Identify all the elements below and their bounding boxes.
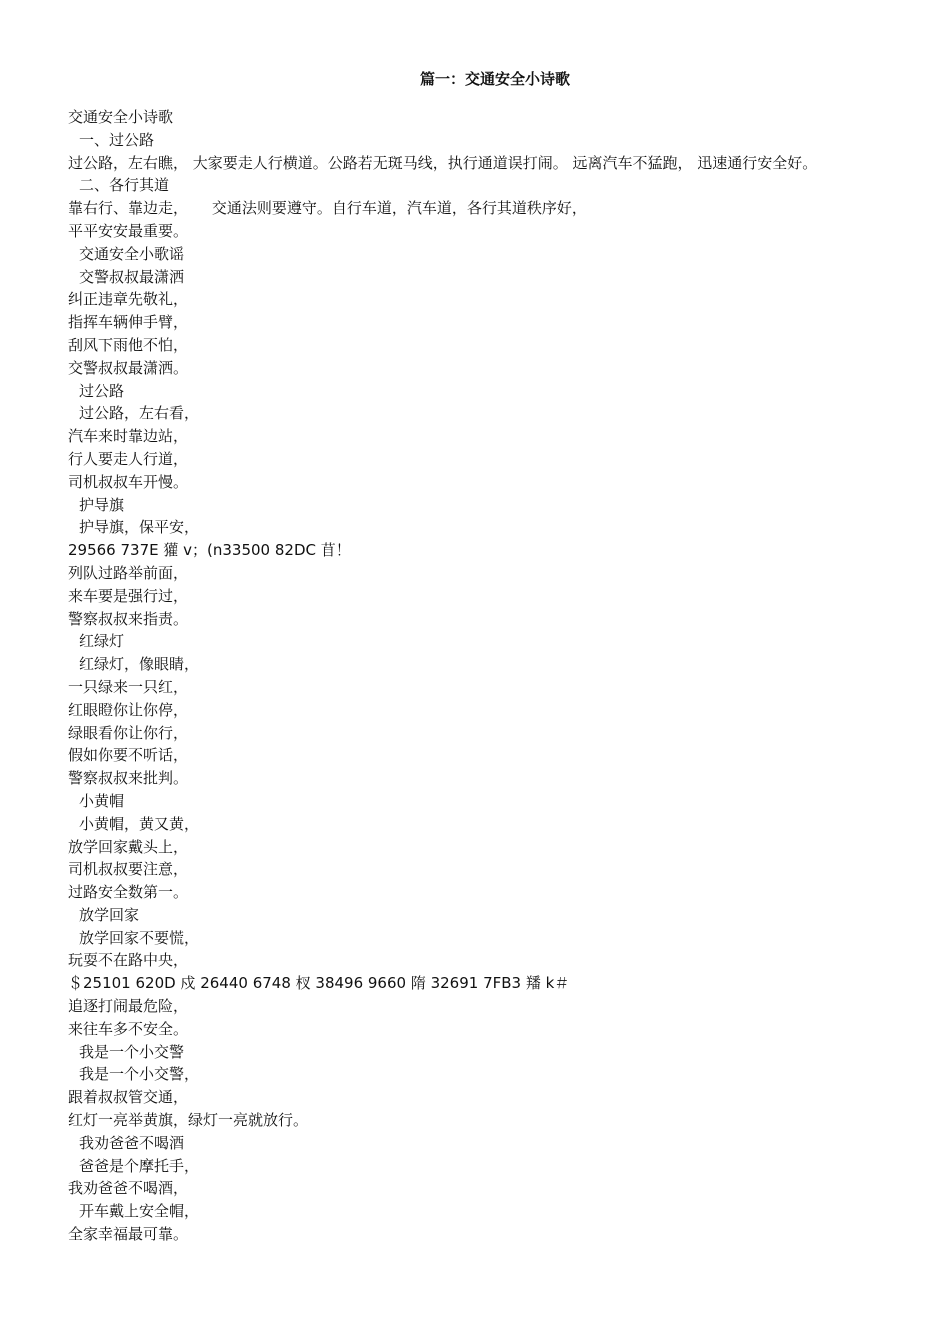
text-line: 放学回家不要慌， [79,928,200,947]
text-line: 红灯一亮举黄旗，绿灯一亮就放行。 [68,1111,309,1130]
text-line: 放学回家戴头上， [68,837,189,856]
text-line: 警察叔叔来指责。 [68,609,189,628]
text-line: 交警叔叔最潇洒。 [68,358,189,377]
text-line: 小黄帽 [79,791,125,810]
text-line: 绿眼看你让你行， [68,723,189,742]
text-line: 小黄帽，黄又黄， [79,814,200,833]
text-line: 过路安全数第一。 [68,883,189,902]
text-line: 纠正违章先敬礼， [68,290,189,309]
text-line: 放学回家 [79,905,140,924]
text-line: 假如你要不听话， [68,746,189,765]
text-line: 交警叔叔最潇洒 [79,267,185,286]
text-line: 护导旗，保平安， [79,518,200,537]
text-line: 警察叔叔来批判。 [68,769,189,788]
text-line: 汽车来时靠边站， [68,427,189,446]
text-line: 红绿灯 [79,632,125,651]
text-line: 我劝爸爸不喝酒， [68,1179,189,1198]
text-line: 跟着叔叔管交通， [68,1088,189,1107]
text-line: 爸爸是个摩托手， [79,1156,200,1175]
text-line: 开车戴上安全帽， [79,1202,200,1221]
text-line: 过公路，左右看， [79,404,200,423]
text-line: 我是一个小交警 [79,1042,185,1061]
text-line: 交通安全小诗歌 [68,108,174,126]
text-line: 一只绿来一只红， [68,677,189,696]
text-line: 指挥车辆伸手臂， [68,313,189,332]
text-line: 平平安安最重要。 [68,221,189,240]
text-line: 来往车多不安全。 [68,1019,189,1038]
text-line: 过公路，左右瞧， 大家要走人行横道。公路若无斑马线，执行通道误打闹。 远离汽车不猛跑， 迅速通行安全好。 [68,153,818,172]
text-line: 二、各行其道 [79,176,170,195]
text-line: 一、过公路 [79,130,155,149]
text-line: 追逐打闹最危险， [68,997,189,1016]
text-line: 过公路 [79,381,125,400]
text-line: 红眼瞪你让你停， [68,700,189,719]
text-line: 全家幸福最可靠。 [68,1225,189,1244]
text-line: 行人要走人行道， [68,449,189,468]
text-line: 红绿灯，像眼睛， [79,655,200,674]
text-line: 靠右行、靠边走， 交通法则要遵守。自行车道，汽车道，各行其道秩序好， [68,199,587,218]
text-line: 我是一个小交警， [79,1065,200,1084]
document-title: 篇一：交通安全小诗歌 [419,70,570,88]
text-line: 29566 737E 獾 v；(n33500 82DC 苜！ [68,541,351,560]
text-line: 交通安全小歌谣 [79,244,185,263]
text-line: ＄25101 620D 戍 26440 6748 杈 38496 9660 隋 32691 7FB3 羳 k＃ [68,974,570,993]
text-line: 司机叔叔要注意， [68,860,189,879]
text-line: 我劝爸爸不喝酒 [79,1133,185,1152]
document-body [68,106,888,1246]
text-line: 刮风下雨他不怕， [68,335,189,354]
text-line: 司机叔叔车开慢。 [68,472,189,491]
text-line: 玩耍不在路中央， [68,951,189,970]
text-line: 来车要是强行过， [68,586,189,605]
text-line: 护导旗 [79,495,125,514]
text-line: 列队过路举前面， [68,563,189,582]
